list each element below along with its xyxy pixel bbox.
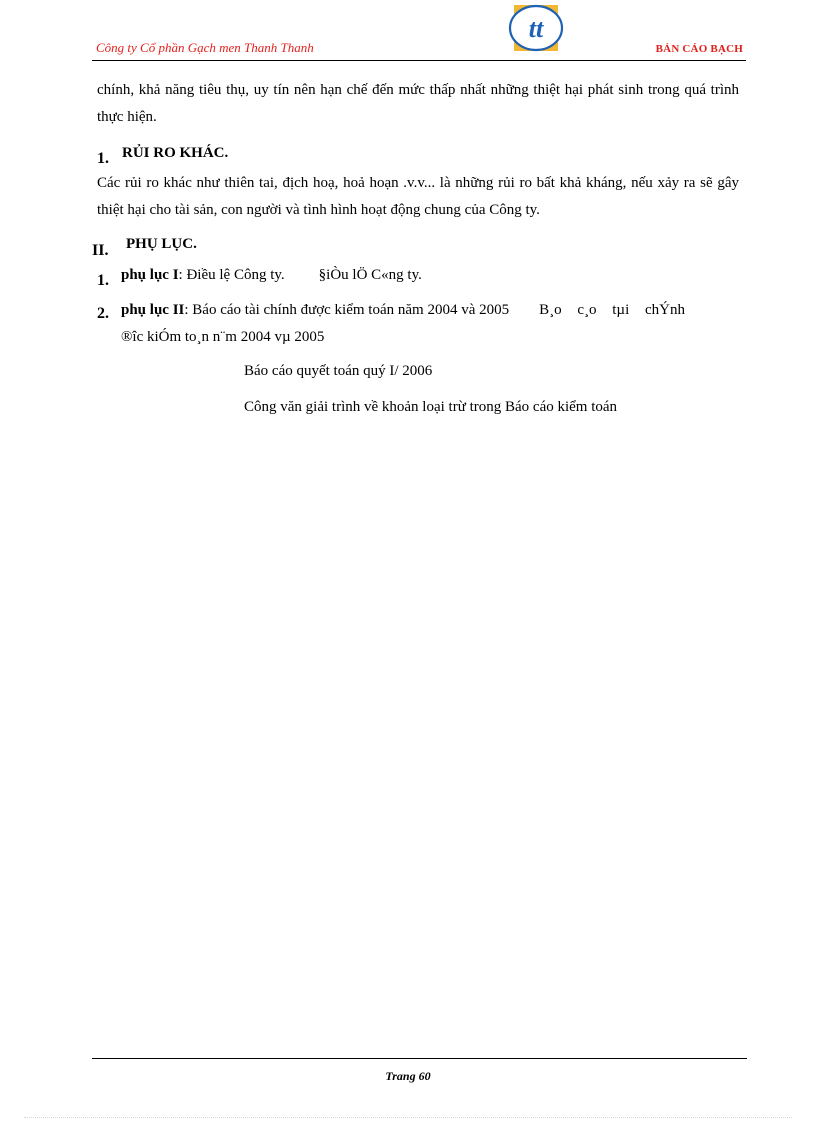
- appendix-item-2-number: 2.: [97, 305, 109, 322]
- company-logo: [508, 3, 564, 53]
- appendix-sub-item-1: Báo cáo quyết toán quý I/ 2006: [244, 363, 433, 379]
- appendix-item-2: [121, 297, 737, 324]
- section-2-title: PHỤ LỤC.: [126, 236, 197, 252]
- appendix-item-1-number: 1.: [97, 272, 109, 289]
- appendix-item-2-garbled-a: B¸o c¸o tµi chÝnh: [539, 302, 685, 318]
- page-edge-dots: [24, 1117, 792, 1118]
- appendix-item-1-label: phụ lục I: [121, 267, 179, 283]
- page-number: Trang 60: [385, 1069, 431, 1083]
- appendix-item-1-text: : Điều lệ Công ty.: [178, 267, 285, 283]
- logo-text: tt: [528, 14, 544, 43]
- appendix-item-2-label: phụ lục II: [121, 302, 185, 318]
- appendix-item-1-garbled: §iÒu lÖ C«ng ty.: [318, 267, 422, 283]
- appendix-item-1: [121, 262, 422, 289]
- company-name: Công ty Cổ phần Gạch men Thanh Thanh: [96, 40, 314, 55]
- appendix-item-2-garbled-b: ®îc kiÓm to¸n n¨m 2004 vµ 2005: [121, 329, 325, 345]
- report-title: BẢN CÁO BẠCH: [655, 43, 743, 55]
- header-divider: [92, 60, 746, 61]
- section-1-title: RỦI RO KHÁC.: [122, 145, 229, 161]
- appendix-sub-item-2: Công văn giải trình về khoản loại trừ trong Báo cáo kiểm toán: [244, 399, 618, 415]
- section-1-number: 1.: [97, 150, 109, 167]
- page-header: [92, 0, 746, 62]
- section-2-number: II.: [92, 242, 109, 259]
- footer-divider: [92, 1058, 747, 1059]
- appendix-item-2-text: : Báo cáo tài chính được kiểm toán năm 2004 và 2005: [184, 302, 510, 318]
- section-1-paragraph: Các rủi ro khác như thiên tai, địch hoạ, hoả hoạn .v.v... là những rủi ro bất khả kháng, nếu xảy ra sẽ gây thiệt hại cho tài sản, con người và tình hình hoạt động chung của Công ty.: [97, 175, 739, 218]
- intro-paragraph: chính, khả năng tiêu thụ, uy tín nên hạn chế đến mức thấp nhất những thiệt hại phát sinh trong quá trình thực hiện.: [97, 82, 739, 125]
